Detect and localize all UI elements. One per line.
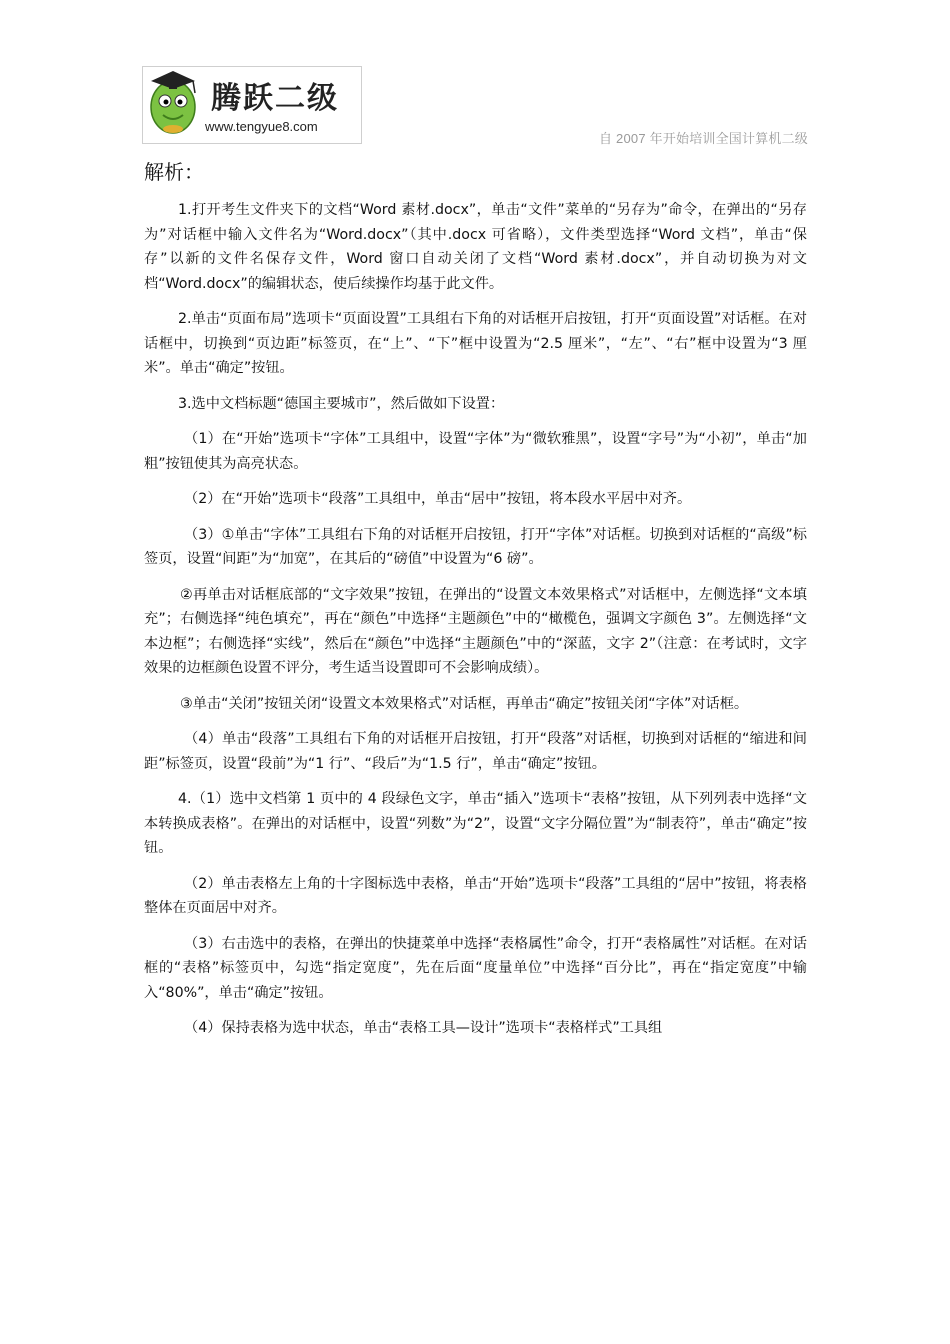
paragraph: （2）在“开始”选项卡“段落”工具组中，单击“居中”按钮，将本段水平居中对齐。	[184, 491, 692, 507]
paragraph: ②再单击对话框底部的“文字效果”按钮，在弹出的“设置文本效果格式”对话框中，左侧选择“文本填充”；右侧选择“纯色填充”，再在“颜色”中选择“主题颜色”中的“橄榄色，强调文字颜色 3”。左侧选择“文本边框”；右侧选择“实线”，然后在“颜色”中选择“主题颜色”中的“深蓝，文字 2”（注意：在考试时，文字效果的边框颜色设置不评分，考生适当设置即可不会影响成绩）。	[144, 586, 807, 676]
header-tagline: 自 2007 年开始培训全国计算机二级	[599, 131, 808, 146]
paragraph: （1）在“开始”选项卡“字体”工具组中，设置“字体”为“微软雅黑”，设置“字号”为“小初”，单击“加粗”按钮使其为高亮状态。	[144, 431, 807, 472]
paragraph: ③单击“关闭”按钮关闭“设置文本效果格式”对话框，再单击“确定”按钮关闭“字体”对话框。	[180, 695, 749, 712]
logo-url: www.tengyue8.com	[205, 119, 318, 134]
paragraph: （2）单击表格左上角的十字图标选中表格，单击“开始”选项卡“段落”工具组的“居中”按钮，将表格整体在页面居中对齐。	[144, 875, 807, 916]
paragraph: （4）单击“段落”工具组右下角的对话框开启按钮，打开“段落”对话框，切换到对话框的“缩进和间距”标签页，设置“段前”为“1 行”、“段后”为“1.5 行”，单击“确定”按钮。	[144, 731, 807, 772]
page-title: 解析：	[144, 160, 204, 184]
paragraph: （3）①单击“字体”工具组右下角的对话框开启按钮，打开“字体”对话框。切换到对话框的“高级”标签页，设置“间距”为“加宽”，在其后的“磅值”中设置为“6 磅”。	[144, 526, 807, 567]
paragraph: 4.（1）选中文档第 1 页中的 4 段绿色文字，单击“插入”选项卡“表格”按钮，从下列列表中选择“文本转换成表格”。在弹出的对话框中，设置“列数”为“2”，设置“文字分隔位置”为“制表符”，单击“确定”按钮。	[144, 791, 807, 856]
document-body	[144, 198, 807, 1052]
paragraph: （4）保持表格为选中状态，单击“表格工具—设计”选项卡“表格样式”工具组	[184, 1020, 663, 1036]
paragraph: （3）右击选中的表格，在弹出的快捷菜单中选择“表格属性”命令，打开“表格属性”对话框。在对话框的“表格”标签页中，勾选“指定宽度”，先在后面“度量单位”中选择“百分比”，再在“指定宽度”中输入“80%”，单击“确定”按钮。	[144, 935, 807, 1001]
paragraph: 3.选中文档标题“德国主要城市”，然后做如下设置：	[178, 395, 505, 412]
paragraph: 1.打开考生文件夹下的文档“Word 素材.docx”，单击“文件”菜单的“另存为”命令，在弹出的“另存为”对话框中输入文件名为“Word.docx”（其中.docx 可省略），文件类型选择“Word 文档”，单击“保存”以新的文件名保存文件，Word 窗口自动关闭了文档“Word 素材.docx”，并自动切换为对文档“Word.docx”的编辑状态，使后续操作均基于此文件。	[144, 202, 807, 292]
logo	[142, 66, 362, 144]
paragraph: 2.单击“页面布局”选项卡“页面设置”工具组右下角的对话框开启按钮，打开“页面设置”对话框。在对话框中，切换到“页边距”标签页，在“上”、“下”框中设置为“2.5 厘米”，“左”、“右”框中设置为“3 厘米”。单击“确定”按钮。	[144, 311, 807, 376]
logo-text: 腾跃二级	[211, 81, 339, 116]
